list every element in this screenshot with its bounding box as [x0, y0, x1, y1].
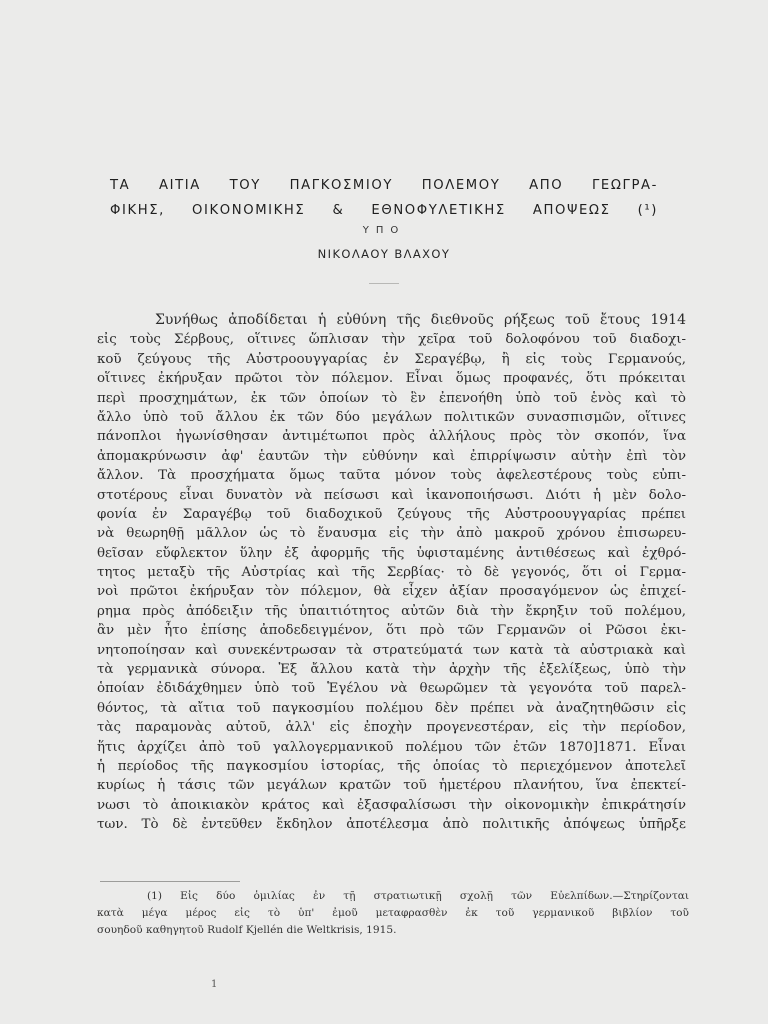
body-line: νητοποίησαν καὶ συνεκέντρωσαν τὰ στρατεύματά των κατὰ τὰ αὐστριακὰ καὶ [97, 642, 686, 658]
body-line: οἵτινες ἐκήρυξαν πρῶτοι τὸν πόλεμον. Εἶναι ὅμως προφανές, ὅτι πρόκειται [97, 371, 686, 387]
body-line: τητος μεταξὺ τῆς Αὐστρίας καὶ τῆς Σερβίας· τὸ δὲ γεγονός, ὅτι οἱ Γερμα- [97, 565, 686, 581]
title-line-1: ΤΑ ΑΙΤΙΑ ΤΟΥ ΠΑΓΚΟΣΜΙΟΥ ΠΟΛΕΜΟΥ ΑΠΟ ΓΕΩΓΡΑ- [110, 178, 658, 193]
body-line: πάνοπλοι ἠγωνίσθησαν ἀντιμέτωποι πρὸς ἀλλήλους πρὸς τὸν σκοπόν, ἵνα [97, 429, 686, 445]
footnote [97, 888, 689, 939]
body-line: εἰς τοὺς Σέρβους, οἵτινες ὥπλισαν τὴν χεῖρα τοῦ δολοφόνου τοῦ διαδοχι- [97, 332, 686, 348]
body-line: στοτέρους εἶναι δυνατὸν νὰ πείσωσι καὶ ἱκανοποιήσωσι. Διότι ἡ μὲν δολο- [97, 487, 686, 503]
footnote-divider [100, 881, 240, 882]
body-line: θόντος, τὰ αἴτια τοῦ παγκοσμίου πολέμου δὲν πρέπει νὰ ἀναζητηθῶσιν εἰς [97, 700, 686, 716]
body-line: ὁποίαν ἐδιδάχθημεν ὑπὸ τοῦ Ἑγέλου νὰ θεωρῶμεν τὰ γεγονότα τοῦ παρελ- [97, 681, 686, 697]
body-line: περὶ προσχημάτων, ἐκ τῶν ὁποίων τὸ ἓν ἐπενοήθη ὑπὸ τοῦ ἑνὸς καὶ τὸ [97, 390, 686, 406]
footnote-line: κατὰ μέγα μέρος εἰς τὸ ὑπ' ἐμοῦ μεταφρασθὲν ἐκ τοῦ γερμανικοῦ βιβλίον τοῦ [97, 907, 689, 919]
title-divider [369, 283, 399, 284]
body-line: ἄλλον. Τὰ προσχήματα ὅμως ταῦτα μόνον τοὺς ἀφελεστέρους τοὺς εὐπι- [97, 468, 686, 484]
body-line: θεῖσαν εὔφλεκτον ὕλην ἐξ ἀφορμῆς τῆς ὑφισταμένης ἀντιθέσεως καὶ ἐχθρό- [97, 545, 686, 561]
page-mark: 1 [211, 979, 218, 990]
footnote-line: σουηδοῦ καθηγητοῦ Rudolf Kjellén die Weltkrisis, 1915. [97, 924, 397, 936]
body-line: τὰς παραμονὰς αὐτοῦ, ἀλλ' εἰς ἐποχὴν προγενεστέραν, εἰς τὴν περίοδον, [97, 720, 686, 736]
body-line: τὰ γερμανικὰ σύνορα. Ἐξ ἄλλου κατὰ τὴν ἀρχὴν τῆς ἐξελίξεως, ὑπὸ τὴν [97, 662, 686, 678]
body-line: Συνήθως ἀποδίδεται ἡ εὐθύνη τῆς διεθνοῦς ρήξεως τοῦ ἔτους 1914 [155, 312, 686, 328]
body-line: φονία ἐν Σαραγέβῳ τοῦ διαδοχικοῦ ζεύγους τῆς Αὐστροουγγαρίας πρέπει [97, 506, 686, 522]
body-line: ρημα πρὸς ἀπόδειξιν τῆς ὑπαιτιότητος αὐτῶν διὰ τὴν ἔκρηξιν τοῦ πολέμου, [97, 603, 686, 619]
body-line: ἥτις ἀρχίζει ἀπὸ τοῦ γαλλογερμανικοῦ πολέμου τῶν ἐτῶν 1870]1871. Εἶναι [97, 739, 686, 755]
body-line: ἀπομακρύνωσιν ἀφ' ἑαυτῶν τὴν εὐθύνην καὶ ἐπιρρίψωσιν αὐτὴν ἐπὶ τὸν [97, 448, 686, 464]
body-line: ἡ περίοδος τῆς παγκοσμίου ἱστορίας, τῆς ὁποίας τὸ περιεχόμενον ἀποτελεῖ [97, 758, 686, 774]
footnote-line: (1) Εἰς δύο ὁμιλίας ἐν τῇ στρατιωτικῇ σχολῇ τῶν Εὐελπίδων.—Στηρίζονται [147, 890, 689, 902]
body-line: νωσι τὸ ἀποικιακὸν κράτος καὶ ἐξασφαλίσωσι τὴν οἰκονομικὴν ἐπικράτησίν [97, 797, 686, 813]
body-line: κοῦ ζεύγους τῆς Αὐστροουγγαρίας ἐν Σεραγέβῳ, ἢ εἰς τοὺς Γερμανούς, [97, 351, 686, 367]
body-line: κυρίως ἡ τάσις τῶν μεγάλων κρατῶν τοῦ ἡμετέρου πλανήτου, ἵνα ἐπεκτεί- [97, 778, 686, 794]
body-line: ἂν μὲν ἦτο ἐπίσης ἀποδεδειγμένον, ὅτι πρὸ τῶν Γερμανῶν οἱ Ρῶσοι ἐκι- [97, 623, 686, 639]
body-line: των. Τὸ δὲ ἐντεῦθεν ἔκδηλον ἀποτέλεσμα ἀπὸ πολιτικῆς ἀπόψεως ὑπῆρξε [97, 817, 686, 833]
body-line: νὰ θεωρηθῇ μᾶλλον ὡς τὸ ἔναυσμα εἰς τὴν ἀπὸ μακροῦ χρόνου ἐπισωρευ- [97, 526, 686, 542]
byline-by: ΥΠΟ [362, 225, 406, 236]
body-text [97, 311, 686, 835]
body-line: νοὶ πρῶτοι ἐκήρυξαν τὸν πόλεμον, θὰ εἶχεν ἀξίαν προσαγόμενον ὡς ἐπιχεί- [97, 584, 686, 600]
body-line: ἄλλο ὑπὸ τοῦ ἄλλου ἐκ τῶν δύο μεγάλων πολιτικῶν συνασπισμῶν, οἵτινες [97, 409, 686, 425]
title-line-2: ΦΙΚΗΣ, ΟΙΚΟΝΟΜΙΚΗΣ & ΕΘΝΟΦΥΛΕΤΙΚΗΣ ΑΠΟΨΕΩΣ (¹) [110, 203, 658, 218]
author-name: ΝΙΚΟΛΑΟΥ ΒΛΑΧΟΥ [317, 247, 451, 261]
